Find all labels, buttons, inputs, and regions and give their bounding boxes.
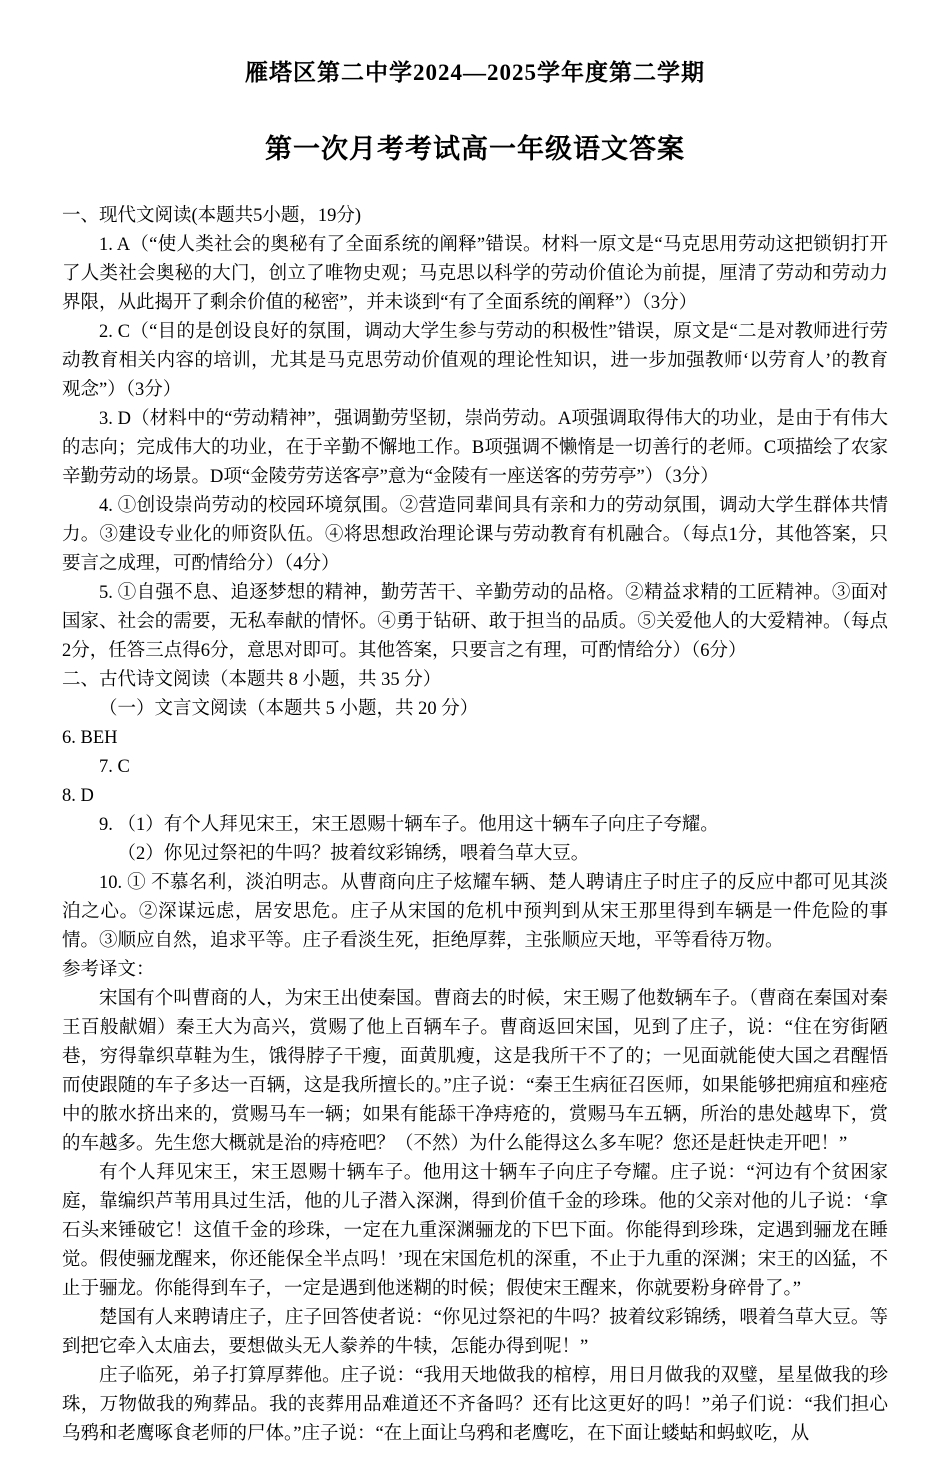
document-title-line1: 雁塔区第二中学2024—2025学年度第二学期 (245, 60, 705, 85)
document-title-line2: 第一次月考考试高一年级语文答案 (265, 134, 685, 164)
paragraph: 3. D（材料中的“劳动精神”，强调勤劳坚韧，崇尚劳动。A项强调取得伟大的功业，是由于有伟大的志向；完成伟大的功业，在于辛勤不懈地工作。B项强调不懒惰是一切善行的老师。C项描绘了农家辛勤劳动的场景。D项“金陵劳劳送客亭”意为“金陵有一座送客的劳劳亭”）（3分） (62, 409, 888, 487)
paragraph: 一、现代文阅读(本题共5小题，19分) (62, 206, 362, 226)
paragraph: 9. （1）有个人拜见宋王，宋王恩赐十辆车子。他用这十辆车子向庄子夸耀。 (99, 815, 719, 835)
paragraph: 楚国有人来聘请庄子，庄子回答使者说：“你见过祭祀的牛吗？披着纹彩锦绣，喂着刍草大豆。等到把它牵入太庙去，要想做头无人豢养的牛犊，怎能办得到呢！” (62, 1308, 888, 1357)
paragraph: 10. ① 不慕名利，淡泊明志。从曹商向庄子炫耀车辆、楚人聘请庄子时庄子的反应中都可见其淡泊之心。②深谋远虑，居安思危。庄子从宋国的危机中预判到从宋王那里得到车辆是一件危险的事情。③顺应自然，追求平等。庄子看淡生死，拒绝厚葬，主张顺应天地，平等看待万物。 (62, 873, 888, 951)
paragraph: （2）你见过祭祀的牛吗？披着纹彩锦绣，喂着刍草大豆。 (117, 844, 590, 864)
paragraph: （一）文言文阅读（本题共 5 小题，共 20 分） (99, 699, 479, 719)
paragraph: 二、古代诗文阅读（本题共 8 小题，共 35 分） (62, 670, 442, 690)
paragraph: 5. ①自强不息、追逐梦想的精神，勤劳苦干、辛勤劳动的品格。②精益求精的工匠精神。③面对国家、社会的需要，无私奉献的情怀。④勇于钻研、敢于担当的品质。⑤关爱他人的大爱精神。（每点2分，任答三点得6分，意思对即可。其他答案，只要言之有理，可酌情给分）（6分） (62, 583, 888, 661)
paragraph: 有个人拜见宋王，宋王恩赐十辆车子。他用这十辆车子向庄子夸耀。庄子说：“河边有个贫困家庭，靠编织芦苇用具过生活，他的儿子潜入深渊，得到价值千金的珍珠。他的父亲对他的儿子说：‘拿石头来锤破它！这值千金的珍珠，一定在九重深渊骊龙的下巴下面。你能得到珍珠，定遇到骊龙在睡觉。假使骊龙醒来，你还能保全半点吗！’现在宋国危机的深重，不止于九重的深渊；宋王的凶猛，不止于骊龙。你能得到车子，一定是遇到他迷糊的时候；假使宋王醒来，你就要粉身碎骨了。” (62, 1163, 888, 1299)
paragraph: 6. BEH (62, 728, 118, 748)
paragraph: 4. ①创设崇尚劳动的校园环境氛围。②营造同辈间具有亲和力的劳动氛围，调动大学生群体共情力。③建设专业化的师资队伍。④将思想政治理论课与劳动教育有机融合。（每点1分，其他答案，只要言之成理，可酌情给分）（4分） (62, 496, 888, 574)
paragraph: 参考译文： (62, 960, 155, 980)
paragraph: 8. D (62, 786, 94, 806)
paragraph: 2. C（“目的是创设良好的氛围，调动大学生参与劳动的积极性”错误，原文是“二是对教师进行劳动教育相关内容的培训，尤其是马克思劳动价值观的理论性知识，进一步加强教师‘以劳育人’的教育观念”）（3分） (62, 322, 888, 400)
paragraph: 7. C (99, 757, 130, 777)
paragraph: 庄子临死，弟子打算厚葬他。庄子说：“我用天地做我的棺椁，用日月做我的双璧，星星做我的珍珠，万物做我的殉葬品。我的丧葬用品难道还不齐备吗？还有比这更好的吗！”弟子们说：“我们担心乌鸦和老鹰啄食老师的尸体。”庄子说：“在上面让乌鸦和老鹰吃，在下面让蝼蛄和蚂蚁吃，从 (62, 1366, 888, 1444)
paragraph: 1. A（“使人类社会的奥秘有了全面系统的阐释”错误。材料一原文是“马克思用劳动这把锁钥打开了人类社会奥秘的大门，创立了唯物史观；马克思以科学的劳动价值论为前提，厘清了劳动和劳动力界限，从此揭开了剩余价值的秘密”，并未谈到“有了全面系统的阐释”）（3分） (62, 235, 888, 313)
paragraph: 宋国有个叫曹商的人，为宋王出使秦国。曹商去的时候，宋王赐了他数辆车子。（曹商在秦国对秦王百般献媚）秦王大为高兴，赏赐了他上百辆车子。曹商返回宋国，见到了庄子，说：“住在穷街陋巷，穷得靠织草鞋为生，饿得脖子干瘦，面黄肌瘦，这是我所干不了的；一见面就能使大国之君醒悟而使跟随的车子多达一百辆，这是我所擅长的。”庄子说：“秦王生病征召医师，如果能够把痈疽和痤疮中的脓水挤出来的，赏赐马车一辆；如果有能舔干净痔疮的，赏赐马车五辆，所治的患处越卑下，赏的车越多。先生您大概就是治的痔疮吧？（不然）为什么能得这么多车呢？您还是赶快走开吧！” (62, 989, 888, 1154)
document-body (62, 202, 888, 1449)
